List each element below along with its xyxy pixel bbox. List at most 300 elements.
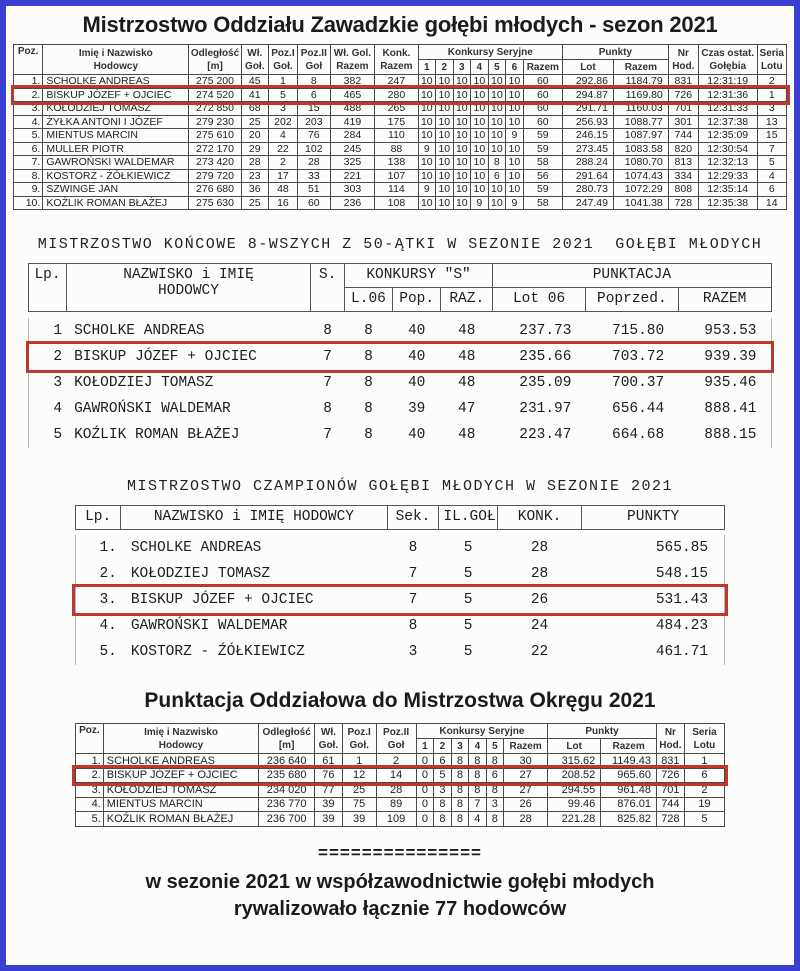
table-cell: 291.71 bbox=[563, 102, 614, 116]
table-cell: MIENTUS MARCIN bbox=[103, 797, 259, 812]
table-cell: 10 bbox=[488, 115, 506, 129]
table-cell: 5 bbox=[463, 618, 473, 634]
table-cell: 1. bbox=[14, 75, 43, 89]
col-points-total: Razem bbox=[601, 739, 657, 754]
table-cell: 382 bbox=[330, 75, 375, 89]
table-cell: 102 bbox=[298, 142, 330, 156]
col-last-time: Czas ostat. Gołębia bbox=[698, 45, 757, 75]
table-cell: 8 bbox=[451, 812, 468, 827]
table-cell: 10 bbox=[471, 115, 489, 129]
table-cell: 565.85 bbox=[582, 535, 725, 561]
col-konk-total: Konk. Razem bbox=[375, 45, 418, 75]
table-cell: 39 bbox=[342, 812, 376, 827]
table-cell: 7. bbox=[14, 156, 43, 170]
table-cell: GAWROŃSKI WALDEMAR bbox=[130, 618, 288, 634]
table-cell: 10 bbox=[418, 169, 436, 183]
col-s-total: Razem bbox=[523, 60, 562, 75]
col-raz: RAZ. bbox=[441, 288, 493, 312]
table-cell: 1169.80 bbox=[613, 88, 668, 102]
table-cell: 109 bbox=[376, 812, 416, 827]
footer-line2: rywalizowało łącznie 77 hodowców bbox=[233, 897, 567, 920]
table-body bbox=[14, 75, 787, 210]
table-cell: 208.52 bbox=[548, 768, 601, 783]
table-cell: 419 bbox=[330, 115, 375, 129]
table-cell: 1. bbox=[75, 754, 103, 769]
table-cell: 10 bbox=[488, 129, 506, 143]
table-cell: 1184.79 bbox=[613, 75, 668, 89]
table-cell: 39 bbox=[407, 400, 426, 417]
table-cell: 935.46 bbox=[678, 370, 771, 396]
table-cell: 10 bbox=[436, 115, 454, 129]
table-cell: 5 bbox=[29, 422, 66, 448]
table-cell: 236 770 bbox=[259, 797, 315, 812]
table-cell: 10 bbox=[453, 183, 471, 197]
col-lot: Lot bbox=[548, 739, 601, 754]
table-cell: 1041.38 bbox=[613, 196, 668, 210]
col-points-total: Razem bbox=[613, 60, 668, 75]
table-cell: 961.48 bbox=[601, 783, 657, 798]
table-cell: 13 bbox=[757, 115, 786, 129]
table-cell: 29 bbox=[241, 142, 268, 156]
final-championship-title: MISTRZOSTWO KOŃCOWE 8-WSZYCH Z 50-ĄTKI W SEZONIE 2021 GOŁĘBI MŁODYCH bbox=[37, 236, 763, 253]
table-cell: 76 bbox=[298, 129, 330, 143]
col-pop: Pop. bbox=[393, 288, 441, 312]
table-cell: 10 bbox=[418, 88, 436, 102]
table-cell: 5 bbox=[268, 88, 297, 102]
table-cell: 61 bbox=[314, 754, 342, 769]
table-cell: 294.55 bbox=[548, 783, 601, 798]
table-cell: 3 bbox=[408, 644, 418, 660]
table-cell: 3 bbox=[486, 797, 503, 812]
table-cell: 99.46 bbox=[548, 797, 601, 812]
table-header bbox=[14, 45, 787, 75]
table-cell: 10 bbox=[436, 169, 454, 183]
table-cell: 40 bbox=[407, 374, 426, 391]
table-cell: 28 bbox=[530, 566, 549, 582]
table-cell: 10 bbox=[471, 183, 489, 197]
table-cell: 25 bbox=[241, 196, 268, 210]
table-cell: 12:32:13 bbox=[698, 156, 757, 170]
table-cell: 237.73 bbox=[519, 322, 572, 339]
okreg-points-title: Punktacja Oddziałowa do Mistrzostwa Okręgu 2021 bbox=[144, 689, 656, 712]
table-cell: 10 bbox=[436, 102, 454, 116]
table-cell: 3. bbox=[75, 783, 103, 798]
table-cell: 236 bbox=[330, 196, 375, 210]
table-cell: 1083.58 bbox=[613, 142, 668, 156]
table-cell: 6 bbox=[298, 88, 330, 102]
table-cell: 715.80 bbox=[612, 322, 665, 339]
table-cell: 40 bbox=[407, 322, 426, 339]
table-cell: 68 bbox=[241, 102, 268, 116]
champions-table bbox=[75, 505, 725, 666]
table-cell: 8 bbox=[451, 768, 468, 783]
table-cell: 291.64 bbox=[563, 169, 614, 183]
table-cell: 265 bbox=[375, 102, 418, 116]
table-cell: 203 bbox=[298, 115, 330, 129]
table-cell: 5 bbox=[463, 592, 473, 608]
table-cell: 2. bbox=[75, 561, 120, 587]
table-header bbox=[75, 505, 724, 529]
table-cell: 88 bbox=[375, 142, 418, 156]
table-row bbox=[14, 102, 787, 116]
table-cell: 701 bbox=[668, 102, 698, 116]
table-cell: 59 bbox=[523, 129, 562, 143]
table-cell: 10 bbox=[471, 102, 489, 116]
table-cell: 234 020 bbox=[259, 783, 315, 798]
table-cell: 7 bbox=[323, 426, 332, 443]
table-cell: 5. bbox=[75, 639, 120, 665]
table-cell: KOSTORZ - ŻÓŁKIEWICZ bbox=[43, 169, 189, 183]
table-row bbox=[29, 344, 771, 370]
table-cell: 876.01 bbox=[601, 797, 657, 812]
table-cell: 7 bbox=[408, 592, 418, 608]
table-cell: 726 bbox=[656, 768, 684, 783]
col-s2: 2 bbox=[434, 739, 451, 754]
table-cell: 744 bbox=[656, 797, 684, 812]
col-poprzed: Poprzed. bbox=[585, 288, 678, 312]
col-lp: Lp. bbox=[29, 264, 66, 312]
col-series: Seria Lotu bbox=[684, 724, 724, 754]
table-cell: 51 bbox=[298, 183, 330, 197]
table-cell: 288.24 bbox=[563, 156, 614, 170]
table-cell: KOŁODZIEJ TOMASZ bbox=[43, 102, 189, 116]
table-cell: 6 bbox=[434, 754, 451, 769]
table-cell: 965.60 bbox=[601, 768, 657, 783]
table-cell: 8 bbox=[364, 348, 373, 365]
table-cell: 60 bbox=[523, 88, 562, 102]
table-cell: 4. bbox=[75, 613, 120, 639]
col-s5: 5 bbox=[488, 60, 506, 75]
table-cell: 726 bbox=[668, 88, 698, 102]
col-lp: Lp. bbox=[75, 505, 120, 529]
table-cell: 12:29:33 bbox=[698, 169, 757, 183]
col-distance: Odległość [m] bbox=[189, 45, 242, 75]
table-cell: BISKUP JÓZEF + OJCIEC bbox=[43, 88, 189, 102]
table-cell: 9 bbox=[506, 129, 524, 143]
col-pos1: Poz.I Goł. bbox=[342, 724, 376, 754]
table-cell: 275 200 bbox=[189, 75, 242, 89]
table-body bbox=[29, 312, 771, 448]
table-cell: 39 bbox=[314, 812, 342, 827]
table-cell: 4. bbox=[75, 797, 103, 812]
table-cell: 6 bbox=[486, 768, 503, 783]
table-cell: 28 bbox=[241, 156, 268, 170]
table-cell: 41 bbox=[241, 88, 268, 102]
table-row bbox=[75, 535, 724, 561]
table-cell: SZWINGE JAN bbox=[43, 183, 189, 197]
table-cell: 275 630 bbox=[189, 196, 242, 210]
table-cell: 488 bbox=[330, 102, 375, 116]
table-row bbox=[75, 754, 724, 769]
table-cell: 284 bbox=[330, 129, 375, 143]
col-poz: Poz. bbox=[14, 45, 43, 75]
table-cell: 272 170 bbox=[189, 142, 242, 156]
table-cell: 3 bbox=[29, 370, 66, 396]
table-cell: 1 bbox=[29, 318, 66, 344]
table-row bbox=[14, 169, 787, 183]
table-cell: 700.37 bbox=[612, 374, 665, 391]
table-cell: SCHOLKE ANDREAS bbox=[103, 754, 259, 769]
table-cell: 10 bbox=[506, 88, 524, 102]
table-cell: 8 bbox=[408, 540, 418, 556]
table-cell: 25 bbox=[241, 115, 268, 129]
table-cell: 0 bbox=[416, 783, 433, 798]
table-cell: 236 700 bbox=[259, 812, 315, 827]
champions-title: MISTRZOSTWO CZAMPIONÓW GOŁĘBI MŁODYCH W SEZONIE 2021 bbox=[126, 477, 674, 495]
table-cell: 39 bbox=[314, 797, 342, 812]
table-cell: 28 bbox=[376, 783, 416, 798]
table-cell: 5 bbox=[463, 644, 473, 660]
table-cell: BISKUP JÓZEF + OJCIEC bbox=[103, 768, 259, 783]
table-cell: 939.39 bbox=[678, 344, 771, 370]
table-cell: 1. bbox=[75, 535, 120, 561]
table-cell: 0 bbox=[416, 812, 433, 827]
table-cell: 48 bbox=[458, 374, 476, 391]
table-cell: 728 bbox=[656, 812, 684, 827]
table-cell: 8 bbox=[408, 618, 418, 634]
col-s6: 6 bbox=[506, 60, 524, 75]
table-cell: 4 bbox=[469, 812, 486, 827]
table-cell: 10 bbox=[453, 142, 471, 156]
table-cell: 10 bbox=[488, 75, 506, 89]
table-cell: 8 bbox=[364, 322, 373, 339]
table-cell: 280 bbox=[375, 88, 418, 102]
table-cell: 5 bbox=[757, 156, 786, 170]
col-group-konkursy-s: KONKURSY "S" bbox=[344, 264, 492, 288]
table-cell: 1074.43 bbox=[613, 169, 668, 183]
table-cell: KOSTORZ - ŹÓŁKIEWICZ bbox=[130, 644, 305, 660]
table-cell: 10 bbox=[506, 156, 524, 170]
table-cell: 1 bbox=[342, 754, 376, 769]
col-group-series: Konkursy Seryjne bbox=[416, 724, 547, 739]
table-cell: 10 bbox=[418, 115, 436, 129]
table-cell: 888.41 bbox=[678, 396, 771, 422]
table-row bbox=[75, 613, 724, 639]
table-cell: 247 bbox=[375, 75, 418, 89]
table-cell: 8 bbox=[323, 322, 332, 339]
table-cell: 8 bbox=[469, 754, 486, 769]
table-row bbox=[14, 183, 787, 197]
table-cell: 1 bbox=[684, 754, 724, 769]
table-cell: GAWROŃSKI WALDEMAR bbox=[43, 156, 189, 170]
table-cell: 5. bbox=[75, 812, 103, 827]
table-cell: 728 bbox=[668, 196, 698, 210]
table-row bbox=[14, 115, 787, 129]
table-cell: 10 bbox=[436, 196, 454, 210]
table-cell: 76 bbox=[314, 768, 342, 783]
table-cell: 235 680 bbox=[259, 768, 315, 783]
table-cell: 2 bbox=[376, 754, 416, 769]
table-cell: 40 bbox=[407, 426, 426, 443]
table-header bbox=[29, 264, 771, 312]
table-cell: 1149.43 bbox=[601, 754, 657, 769]
table-cell: 294.87 bbox=[563, 88, 614, 102]
table-cell: 325 bbox=[330, 156, 375, 170]
table-cell: 4 bbox=[29, 396, 66, 422]
col-series: Seria Lotu bbox=[757, 45, 786, 75]
table-cell: 0 bbox=[416, 768, 433, 783]
col-s5: 5 bbox=[486, 739, 503, 754]
table-cell: 292.86 bbox=[563, 75, 614, 89]
table-cell: 1160.03 bbox=[613, 102, 668, 116]
table-cell: 17 bbox=[268, 169, 297, 183]
col-s4: 4 bbox=[469, 739, 486, 754]
table-cell: SCHOLKE ANDREAS bbox=[130, 540, 262, 556]
footer-separator: =============== bbox=[318, 842, 482, 862]
col-breeder-no: Nr Hod. bbox=[668, 45, 698, 75]
table-cell: 12:30:54 bbox=[698, 142, 757, 156]
table-row bbox=[75, 639, 724, 665]
table-cell: 273.45 bbox=[563, 142, 614, 156]
table-cell: 8 bbox=[364, 400, 373, 417]
table-cell: 15 bbox=[298, 102, 330, 116]
table-cell: 138 bbox=[375, 156, 418, 170]
table-cell: 276 680 bbox=[189, 183, 242, 197]
table-cell: 8 bbox=[469, 768, 486, 783]
table-cell: 9 bbox=[418, 142, 436, 156]
table-cell: 1 bbox=[268, 75, 297, 89]
table-cell: 664.68 bbox=[612, 426, 665, 443]
table-cell: 10 bbox=[453, 169, 471, 183]
table-cell: 2 bbox=[684, 783, 724, 798]
table-cell: 89 bbox=[376, 797, 416, 812]
table-cell: 256.93 bbox=[563, 115, 614, 129]
table-cell: 48 bbox=[268, 183, 297, 197]
table-cell: 27 bbox=[504, 783, 548, 798]
table-cell: 0 bbox=[416, 797, 433, 812]
table-cell: 3 bbox=[757, 102, 786, 116]
table-cell: MULLER PIOTR bbox=[43, 142, 189, 156]
table-row bbox=[14, 88, 787, 102]
col-distance: Odległość [m] bbox=[259, 724, 315, 754]
table-cell: 28 bbox=[504, 812, 548, 827]
table-cell: 12 bbox=[342, 768, 376, 783]
table-cell: 315.62 bbox=[548, 754, 601, 769]
table-cell: 5 bbox=[434, 768, 451, 783]
table-cell: 825.82 bbox=[601, 812, 657, 827]
col-name: NAZWISKO i IMIĘ HODOWCY bbox=[66, 264, 311, 312]
table-cell: MIENTUS MARCIN bbox=[43, 129, 189, 143]
table-cell: 60 bbox=[523, 102, 562, 116]
table-cell: 10 bbox=[436, 183, 454, 197]
table-cell: 10 bbox=[453, 196, 471, 210]
table-cell: 10 bbox=[418, 196, 436, 210]
col-sek: Sek. bbox=[387, 505, 439, 529]
col-name: Imię i Nazwisko Hodowcy bbox=[103, 724, 259, 754]
table-cell: 7 bbox=[469, 797, 486, 812]
table-cell: 888.15 bbox=[678, 422, 771, 448]
table-cell: KOŹLIK ROMAN BŁAŻEJ bbox=[103, 812, 259, 827]
table-cell: SCHOLKE ANDREAS bbox=[43, 75, 189, 89]
table-cell: 656.44 bbox=[612, 400, 665, 417]
table-cell: 12:35:14 bbox=[698, 183, 757, 197]
table-cell: 10 bbox=[488, 183, 506, 197]
table-cell: 701 bbox=[656, 783, 684, 798]
table-cell: SCHOLKE ANDREAS bbox=[74, 322, 205, 339]
table-cell: 10 bbox=[506, 142, 524, 156]
table-cell: 4. bbox=[14, 115, 43, 129]
table-cell: 484.23 bbox=[582, 613, 725, 639]
table-cell: 7 bbox=[323, 348, 332, 365]
table-cell: 10 bbox=[471, 88, 489, 102]
col-group-points: Punkty bbox=[548, 724, 657, 739]
table-cell: 12:35:09 bbox=[698, 129, 757, 143]
table-cell: 7 bbox=[757, 142, 786, 156]
table-row bbox=[14, 196, 787, 210]
table-cell: 10. bbox=[14, 196, 43, 210]
table-cell: KOŹLIK ROMAN BŁAŻEJ bbox=[74, 426, 240, 443]
table-cell: 8 bbox=[434, 812, 451, 827]
col-own-total: Wł. Gol. Razem bbox=[330, 45, 375, 75]
table-cell: 703.72 bbox=[612, 348, 665, 365]
table-cell: 8 bbox=[323, 400, 332, 417]
table-cell: 465 bbox=[330, 88, 375, 102]
table-cell: 279 720 bbox=[189, 169, 242, 183]
table-cell: 246.15 bbox=[563, 129, 614, 143]
table-cell: 280.73 bbox=[563, 183, 614, 197]
table-cell: 30 bbox=[504, 754, 548, 769]
table-cell: 2 bbox=[29, 344, 66, 370]
table-cell: 223.47 bbox=[519, 426, 572, 443]
table-row bbox=[14, 75, 787, 89]
table-cell: 10 bbox=[471, 75, 489, 89]
table-cell: 16 bbox=[268, 196, 297, 210]
table-cell: 3. bbox=[75, 587, 120, 613]
table-cell: 107 bbox=[375, 169, 418, 183]
table-cell: 58 bbox=[523, 156, 562, 170]
table-cell: 8 bbox=[364, 426, 373, 443]
table-cell: 12:31:36 bbox=[698, 88, 757, 102]
table-cell: 58 bbox=[523, 196, 562, 210]
table-cell: 10 bbox=[418, 129, 436, 143]
table-cell: 8 bbox=[451, 754, 468, 769]
table-cell: 15 bbox=[757, 129, 786, 143]
table-row bbox=[75, 561, 724, 587]
table-cell: 26 bbox=[504, 797, 548, 812]
table-cell: 221.28 bbox=[548, 812, 601, 827]
table-cell: 8 bbox=[486, 812, 503, 827]
col-lot06: Lot 06 bbox=[493, 288, 586, 312]
table-cell: 831 bbox=[668, 75, 698, 89]
table-cell: 3 bbox=[434, 783, 451, 798]
col-razem: RAZEM bbox=[678, 288, 771, 312]
table-cell: 24 bbox=[530, 618, 549, 634]
table-cell: 59 bbox=[523, 142, 562, 156]
table-cell: 9 bbox=[418, 183, 436, 197]
table-cell: 5 bbox=[463, 540, 473, 556]
table-cell: 461.71 bbox=[582, 639, 725, 665]
table-cell: 2 bbox=[757, 75, 786, 89]
table-cell: 10 bbox=[436, 129, 454, 143]
table-row bbox=[29, 396, 771, 422]
table-cell: 60 bbox=[523, 75, 562, 89]
table-cell: BISKUP JÓZEF + OJCIEC bbox=[74, 348, 257, 365]
table-row bbox=[29, 422, 771, 448]
table-cell: 108 bbox=[375, 196, 418, 210]
table-cell: 10 bbox=[436, 156, 454, 170]
table-cell: 12:31:19 bbox=[698, 75, 757, 89]
table-cell: 10 bbox=[471, 129, 489, 143]
table-cell: 20 bbox=[241, 129, 268, 143]
table-cell: 548.15 bbox=[582, 561, 725, 587]
table-cell: 10 bbox=[436, 75, 454, 89]
table-cell: 10 bbox=[453, 156, 471, 170]
col-own-pigeons: Wł. Goł. bbox=[241, 45, 268, 75]
table-cell: 6 bbox=[757, 183, 786, 197]
col-group-punktacja: PUNKTACJA bbox=[493, 264, 771, 288]
table-row bbox=[75, 812, 724, 827]
col-group-points: Punkty bbox=[563, 45, 669, 60]
